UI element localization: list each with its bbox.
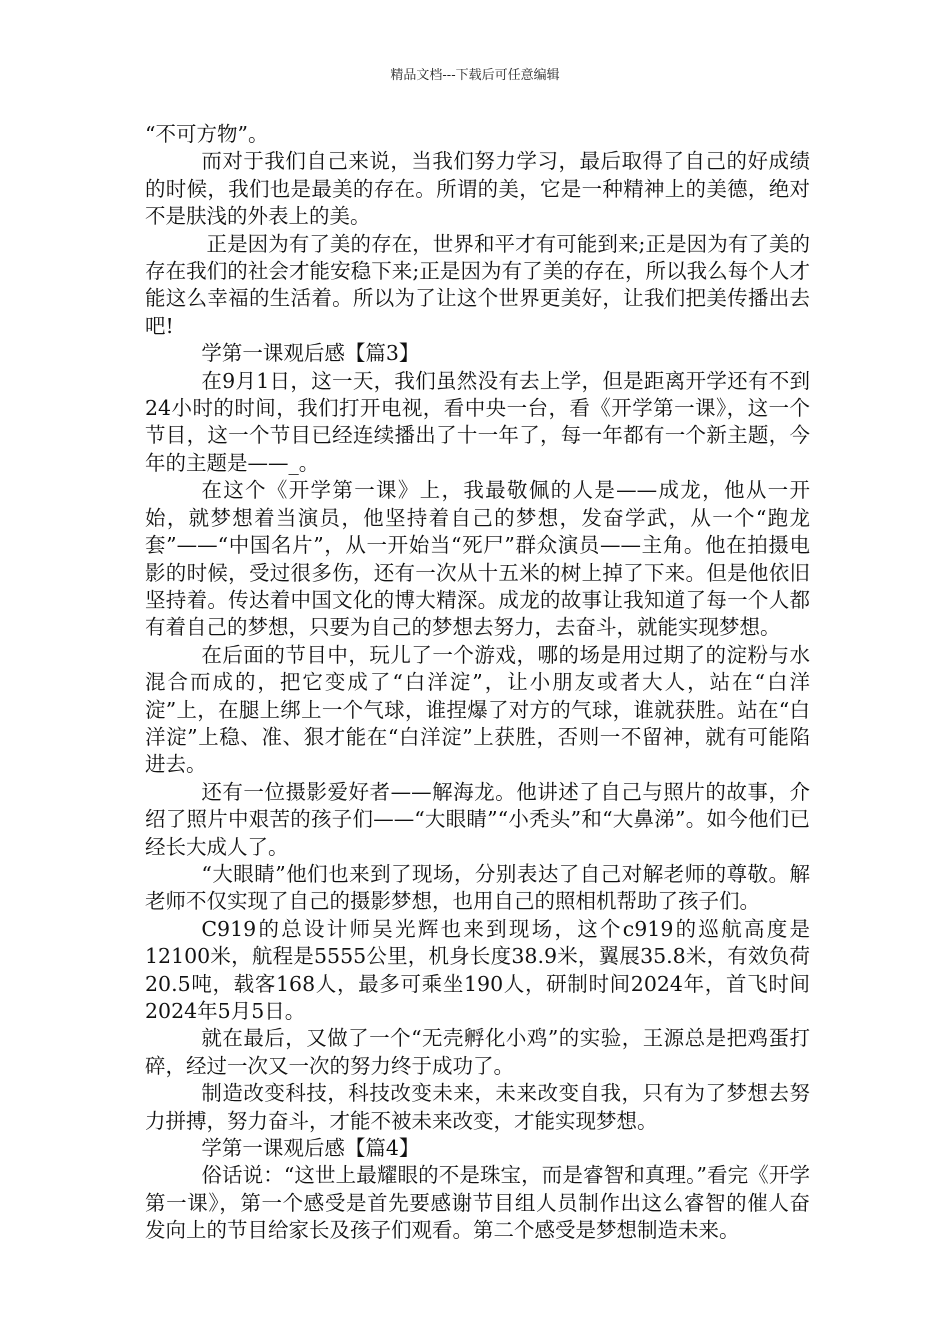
paragraph: 在后面的节目中，玩儿了一个游戏，哪的场是用过期了的淀粉与水混合而成的，把它变成了“白洋淀”，让小朋友或者大人，站在“白洋淀”上，在腿上绑上一个气球，谁捏爆了对方的气球，谁就获胜。站在“白洋淀”上稳、准、狠才能在“白洋淀”上获胜，否则一不留神，就有可能陷进去。	[145, 642, 810, 777]
paragraph: 制造改变科技，科技改变未来，未来改变自我，只有为了梦想去努力拼搏，努力奋斗，才能不被未来改变，才能实现梦想。	[145, 1081, 810, 1133]
paragraph: C919的总设计师吴光辉也来到现场，这个c919的巡航高度是12100米，航程是5555公里，机身长度38.9米，翼展35.8米，有效负荷20.5吨，载客168人，最多可乘坐190人，研制时间2024年，首飞时间2024年5月5日。	[145, 916, 810, 1023]
document-body	[145, 121, 810, 1245]
paragraph: 而对于我们自己来说，当我们努力学习，最后取得了自己的好成绩的时候，我们也是最美的存在。所谓的美，它是一种精神上的美德，绝对不是肤浅的外表上的美。	[145, 149, 810, 229]
section-heading: 学第一课观后感【篇4】	[201, 1136, 420, 1161]
paragraph: 正是因为有了美的存在，世界和平才有可能到来;正是因为有了美的存在我们的社会才能安稳下来;正是因为有了美的存在，所以我么每个人才能这么幸福的生活着。所以为了让这个世界更美好，让我们把美传播出去吧!	[145, 231, 810, 338]
section-heading: 学第一课观后感【篇3】	[201, 341, 420, 366]
paragraph: 在9月1日，这一天，我们虽然没有去上学，但是距离开学还有不到24小时的时间，我们打开电视，看中央一台，看《开学第一课》，这一个节目，这一个节目已经连续播出了十一年了，每一年都有一个新主题，今年的主题是——_。	[145, 368, 810, 475]
paragraph: “不可方物”。	[145, 122, 269, 146]
paragraph: 在这个《开学第一课》上，我最敬佩的人是——成龙，他从一开始，就梦想着当演员，他坚持着自己的梦想，发奋学武，从一个“跑龙套”——“中国名片”，从一开始当“死尸”群众演员——主角。他在拍摄电影的时候，受过很多伤，还有一次从十五米的树上掉了下来。但是他依旧坚持着。传达着中国文化的博大精深。成龙的故事让我知道了每一个人都有着自己的梦想，只要为自己的梦想去努力，去奋斗，就能实现梦想。	[145, 478, 810, 640]
page-header: 精品文档---下载后可任意编辑	[390, 68, 560, 83]
paragraph: 就在最后，又做了一个“无壳孵化小鸡”的实验，王源总是把鸡蛋打碎，经过一次又一次的努力终于成功了。	[145, 1026, 810, 1078]
paragraph: 俗话说：“这世上最耀眼的不是珠宝，而是睿智和真理。”看完《开学第一课》，第一个感受是首先要感谢节目组人员制作出这么睿智的催人奋发向上的节目给家长及孩子们观看。第二个感受是梦想制造未来。	[145, 1163, 810, 1243]
paragraph: “大眼睛”他们也来到了现场，分别表达了自己对解老师的尊敬。解老师不仅实现了自己的摄影梦想，也用自己的照相机帮助了孩子们。	[145, 861, 810, 914]
paragraph: 还有一位摄影爱好者——解海龙。他讲述了自己与照片的故事，介绍了照片中艰苦的孩子们——“大眼睛”“小秃头”和“大鼻涕”。如今他们已经长大成人了。	[145, 779, 810, 859]
